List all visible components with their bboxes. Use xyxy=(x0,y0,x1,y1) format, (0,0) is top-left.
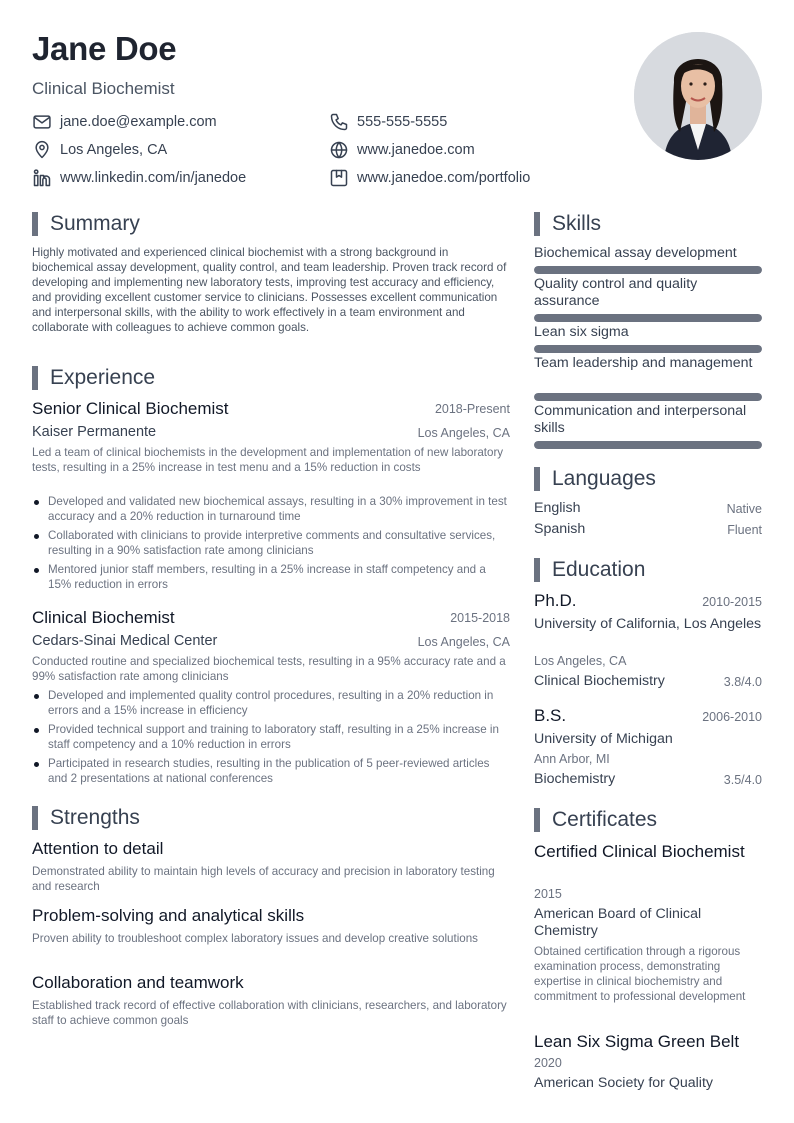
experience-heading xyxy=(32,366,155,390)
school-2: University of Michigan xyxy=(534,731,673,747)
strength-desc-3: Established track record of effective collaboration with clinicians, researchers, and laboratory staff to achieve common goals xyxy=(32,999,507,1027)
cert-org-1: American Board of Clinical Chemistry xyxy=(534,906,702,939)
list-item: Provided technical support and training to laboratory staff, resulting in a 25% increase in staff competency and a 10% reduction in errors xyxy=(32,722,510,752)
list-item: Collaborated with clinicians to provide interpretive comments and consultative services, resulting in a 90% satisfaction rate among clinicians xyxy=(32,528,510,558)
cert-year-1: 2015 xyxy=(534,887,562,901)
portfolio-link[interactable]: www.janedoe.com/portfolio xyxy=(357,170,531,186)
field-1: Clinical Biochemistry xyxy=(534,673,665,689)
contact-phone[interactable] xyxy=(329,112,447,132)
job-dates-1: 2018-Present xyxy=(434,402,510,416)
heading-bar xyxy=(534,467,540,491)
location-text: Los Angeles, CA xyxy=(60,142,168,158)
contact-website[interactable] xyxy=(329,140,475,160)
cert-title-1: Certified Clinical Biochemist xyxy=(534,842,745,861)
profile-photo xyxy=(634,32,762,160)
cert-title-2: Lean Six Sigma Green Belt xyxy=(534,1032,740,1051)
phone-icon xyxy=(329,112,349,132)
skill-bar-3 xyxy=(534,345,762,353)
school-location-2: Ann Arbor, MI xyxy=(534,752,610,766)
gpa-2: 3.5/4.0 xyxy=(723,773,762,787)
degree-dates-1: 2010-2015 xyxy=(702,595,762,609)
experience-heading-label: Experience xyxy=(50,366,156,389)
contact-portfolio[interactable] xyxy=(329,168,530,188)
skills-heading xyxy=(534,212,601,236)
email-text[interactable]: jane.doe@example.com xyxy=(60,114,217,130)
list-item: Developed and implemented quality control procedures, resulting in a 20% reduction in errors and a 15% increase in efficiency xyxy=(32,688,510,718)
job-company-2: Cedars-Sinai Medical Center xyxy=(32,633,218,649)
job-dates-2: 2015-2018 xyxy=(450,611,510,625)
certificates-heading xyxy=(534,808,657,832)
skill-bar-1 xyxy=(534,266,762,274)
job-location-2: Los Angeles, CA xyxy=(417,635,510,649)
job-bullets-2 xyxy=(32,688,510,790)
skill-fill xyxy=(534,266,762,274)
heading-bar xyxy=(32,366,38,390)
strengths-heading-label: Strengths xyxy=(50,806,140,829)
linkedin-icon xyxy=(32,168,52,188)
contact-location xyxy=(32,140,167,160)
skill-bar-2 xyxy=(534,314,762,322)
strength-title-3: Collaboration and teamwork xyxy=(32,973,244,992)
cert-org-2: American Society for Quality xyxy=(534,1075,713,1091)
list-item: Mentored junior staff members, resulting in a 25% increase in staff competency and a 15% reduction in errors xyxy=(32,562,510,592)
skill-fill xyxy=(534,345,762,353)
degree-1: Ph.D. xyxy=(534,591,577,610)
skills-heading-label: Skills xyxy=(552,212,602,235)
portfolio-icon xyxy=(329,168,349,188)
summary-heading xyxy=(32,212,140,236)
job-company-1: Kaiser Permanente xyxy=(32,424,157,440)
job-title-1: Senior Clinical Biochemist xyxy=(32,399,229,418)
job-location-1: Los Angeles, CA xyxy=(417,426,510,440)
languages-heading-label: Languages xyxy=(552,467,656,490)
school-location-1: Los Angeles, CA xyxy=(534,654,627,668)
language-name-1: English xyxy=(534,500,581,516)
summary-text: Highly motivated and experienced clinical biochemist with a strong background in biochemical assay development, quality control, and team leadership. Proven track record of developing and implementing new laboratory tests, improving test accuracy and efficiency, and providing excellent customer service to clinicians. Possesses excellent communication and interpersonal skills, with the ability to work effectively in a team environment and collaborate with colleagues to achieve common goals. xyxy=(32,246,507,334)
degree-dates-2: 2006-2010 xyxy=(702,710,762,724)
heading-bar xyxy=(534,558,540,582)
phone-text[interactable]: 555-555-5555 xyxy=(357,114,448,130)
gpa-1: 3.8/4.0 xyxy=(723,675,762,689)
strength-desc-2: Proven ability to troubleshoot complex laboratory issues and develop creative solutions xyxy=(32,932,478,945)
cert-year-2: 2020 xyxy=(534,1056,562,1070)
field-2: Biochemistry xyxy=(534,771,616,787)
skill-name-3: Lean six sigma xyxy=(534,324,629,340)
language-level-1: Native xyxy=(726,502,762,516)
job-description-2: Conducted routine and specialized biochemical tests, resulting in a 95% accuracy rate and a 99% satisfaction rate among clinicians xyxy=(32,655,506,683)
contact-email[interactable] xyxy=(32,112,217,132)
list-item: Participated in research studies, resulting in the publication of 5 peer-reviewed articles and 2 presentations at national conferences xyxy=(32,756,510,786)
website-link[interactable]: www.janedoe.com xyxy=(357,142,475,158)
skill-fill xyxy=(534,393,762,401)
skill-fill xyxy=(534,441,762,449)
education-heading-label: Education xyxy=(552,558,646,581)
skill-name-4: Team leadership and management xyxy=(534,355,753,371)
linkedin-link[interactable]: www.linkedin.com/in/janedoe xyxy=(60,170,247,186)
skill-bar-4 xyxy=(534,393,762,401)
heading-bar xyxy=(32,212,38,236)
globe-icon xyxy=(329,140,349,160)
job-description-1: Led a team of clinical biochemists in the development and implementation of new laboratory tests, resulting in a 25% increase in test menu and a 15% reduction in costs xyxy=(32,446,504,474)
strengths-heading xyxy=(32,806,140,830)
skill-name-2: Quality control and quality assurance xyxy=(534,276,698,309)
language-level-2: Fluent xyxy=(727,523,762,537)
certificates-heading-label: Certificates xyxy=(552,808,658,831)
heading-bar xyxy=(534,808,540,832)
skill-bar-5 xyxy=(534,441,762,449)
location-icon xyxy=(32,140,52,160)
education-heading xyxy=(534,558,645,582)
strength-title-1: Attention to detail xyxy=(32,839,164,858)
heading-bar xyxy=(534,212,540,236)
contact-linkedin[interactable] xyxy=(32,168,246,188)
name: Jane Doe xyxy=(32,30,177,67)
job-title-2: Clinical Biochemist xyxy=(32,608,175,627)
heading-bar xyxy=(32,806,38,830)
job-title: Clinical Biochemist xyxy=(32,79,175,98)
job-bullets-1 xyxy=(32,494,510,596)
language-name-2: Spanish xyxy=(534,521,586,537)
languages-heading xyxy=(534,467,656,491)
skill-fill xyxy=(534,314,762,322)
mail-icon xyxy=(32,112,52,132)
skill-name-1: Biochemical assay development xyxy=(534,245,737,261)
skill-name-5: Communication and interpersonal skills xyxy=(534,403,747,436)
summary-heading-label: Summary xyxy=(50,212,140,235)
strength-title-2: Problem-solving and analytical skills xyxy=(32,906,305,925)
cert-desc-1: Obtained certification through a rigorous examination process, demonstrating expertise in clinical biochemistry and commitment to professional development xyxy=(534,945,746,1003)
strength-desc-1: Demonstrated ability to maintain high levels of accuracy and precision in laboratory testing and research xyxy=(32,865,495,893)
school-1: University of California, Los Angeles xyxy=(534,616,762,632)
list-item: Developed and validated new biochemical assays, resulting in a 30% improvement in test accuracy and a 20% reduction in turnaround time xyxy=(32,494,510,524)
degree-2: B.S. xyxy=(534,706,567,725)
